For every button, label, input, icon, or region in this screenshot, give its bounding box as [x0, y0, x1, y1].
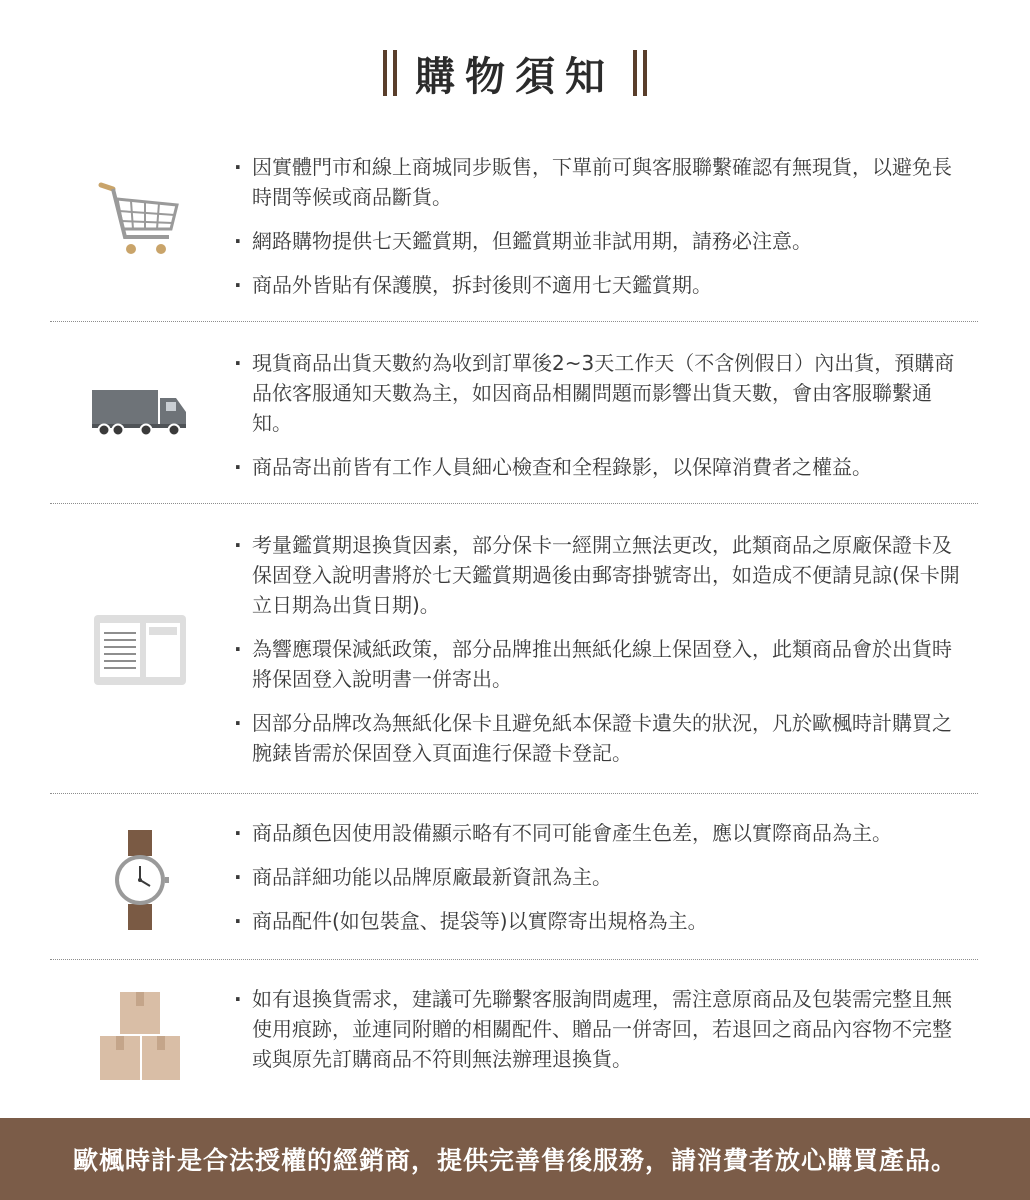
title-bar-right-2	[643, 50, 647, 96]
boxes-icon	[90, 988, 190, 1084]
list-item: · 為響應環保減紙政策，部分品牌推出無紙化線上保固登入，此類商品會於出貨時將保固登入說明書一併寄出。	[234, 634, 964, 694]
list-item: · 商品顏色因使用設備顯示略有不同可能會產生色差，應以實際商品為主。	[234, 818, 964, 848]
section-warranty-list	[234, 530, 964, 782]
title-bar-left	[383, 50, 387, 96]
list-item: · 商品外皆貼有保護膜，拆封後則不適用七天鑑賞期。	[234, 270, 964, 300]
list-item: · 商品詳細功能以品牌原廠最新資訊為主。	[234, 862, 964, 892]
title-bar-left-2	[393, 50, 397, 96]
section-returns-list	[234, 984, 964, 1088]
watch-icon	[90, 828, 190, 932]
page-title: 購物須知	[415, 53, 615, 100]
truck-icon	[90, 362, 190, 462]
list-item: · 商品配件(如包裝盒、提袋等)以實際寄出規格為主。	[234, 906, 964, 936]
list-item: · 現貨商品出貨天數約為收到訂單後2~3天工作天（不含例假日）內出貨，預購商品依客服通知天數為主，如因商品相關問題而影響出貨天數，會由客服聯繫通知。	[234, 348, 964, 438]
list-item: · 網路購物提供七天鑑賞期，但鑑賞期並非試用期，請務必注意。	[234, 226, 964, 256]
list-item: · 如有退換貨需求，建議可先聯繫客服詢問處理，需注意原商品及包裝需完整且無使用痕跡，並連同附贈的相關配件、贈品一併寄回，若退回之商品內容物不完整或與原先訂購商品不符則無法辦理退換貨。	[234, 984, 964, 1074]
shopping-cart-icon	[90, 170, 190, 270]
page-header	[0, 38, 1030, 108]
footer-banner: 歐楓時計是合法授權的經銷商，提供完善售後服務，請消費者放心購買產品。	[0, 1118, 1030, 1200]
list-item: · 考量鑑賞期退換貨因素，部分保卡一經開立無法更改，此類商品之原廠保證卡及保固登入說明書將於七天鑑賞期過後由郵寄掛號寄出，如造成不便請見諒(保卡開立日期為出貨日期)。	[234, 530, 964, 620]
section-product-info-list	[234, 818, 964, 950]
section-shipping-list	[234, 348, 964, 496]
warranty-card-icon	[90, 600, 190, 700]
section-inventory	[50, 140, 978, 322]
list-item: · 商品寄出前皆有工作人員細心檢查和全程錄影，以保障消費者之權益。	[234, 452, 964, 482]
section-returns	[50, 960, 978, 1110]
section-warranty	[50, 504, 978, 794]
list-item: · 因部分品牌改為無紙化保卡且避免紙本保證卡遺失的狀況，凡於歐楓時計購買之腕錶皆需於保固登入頁面進行保證卡登記。	[234, 708, 964, 768]
title-bar-right	[633, 50, 637, 96]
list-item: · 因實體門市和線上商城同步販售，下單前可與客服聯繫確認有無現貨，以避免長時間等候或商品斷貨。	[234, 152, 964, 212]
section-shipping	[50, 322, 978, 504]
section-inventory-list	[234, 152, 964, 314]
section-product-info	[50, 794, 978, 960]
